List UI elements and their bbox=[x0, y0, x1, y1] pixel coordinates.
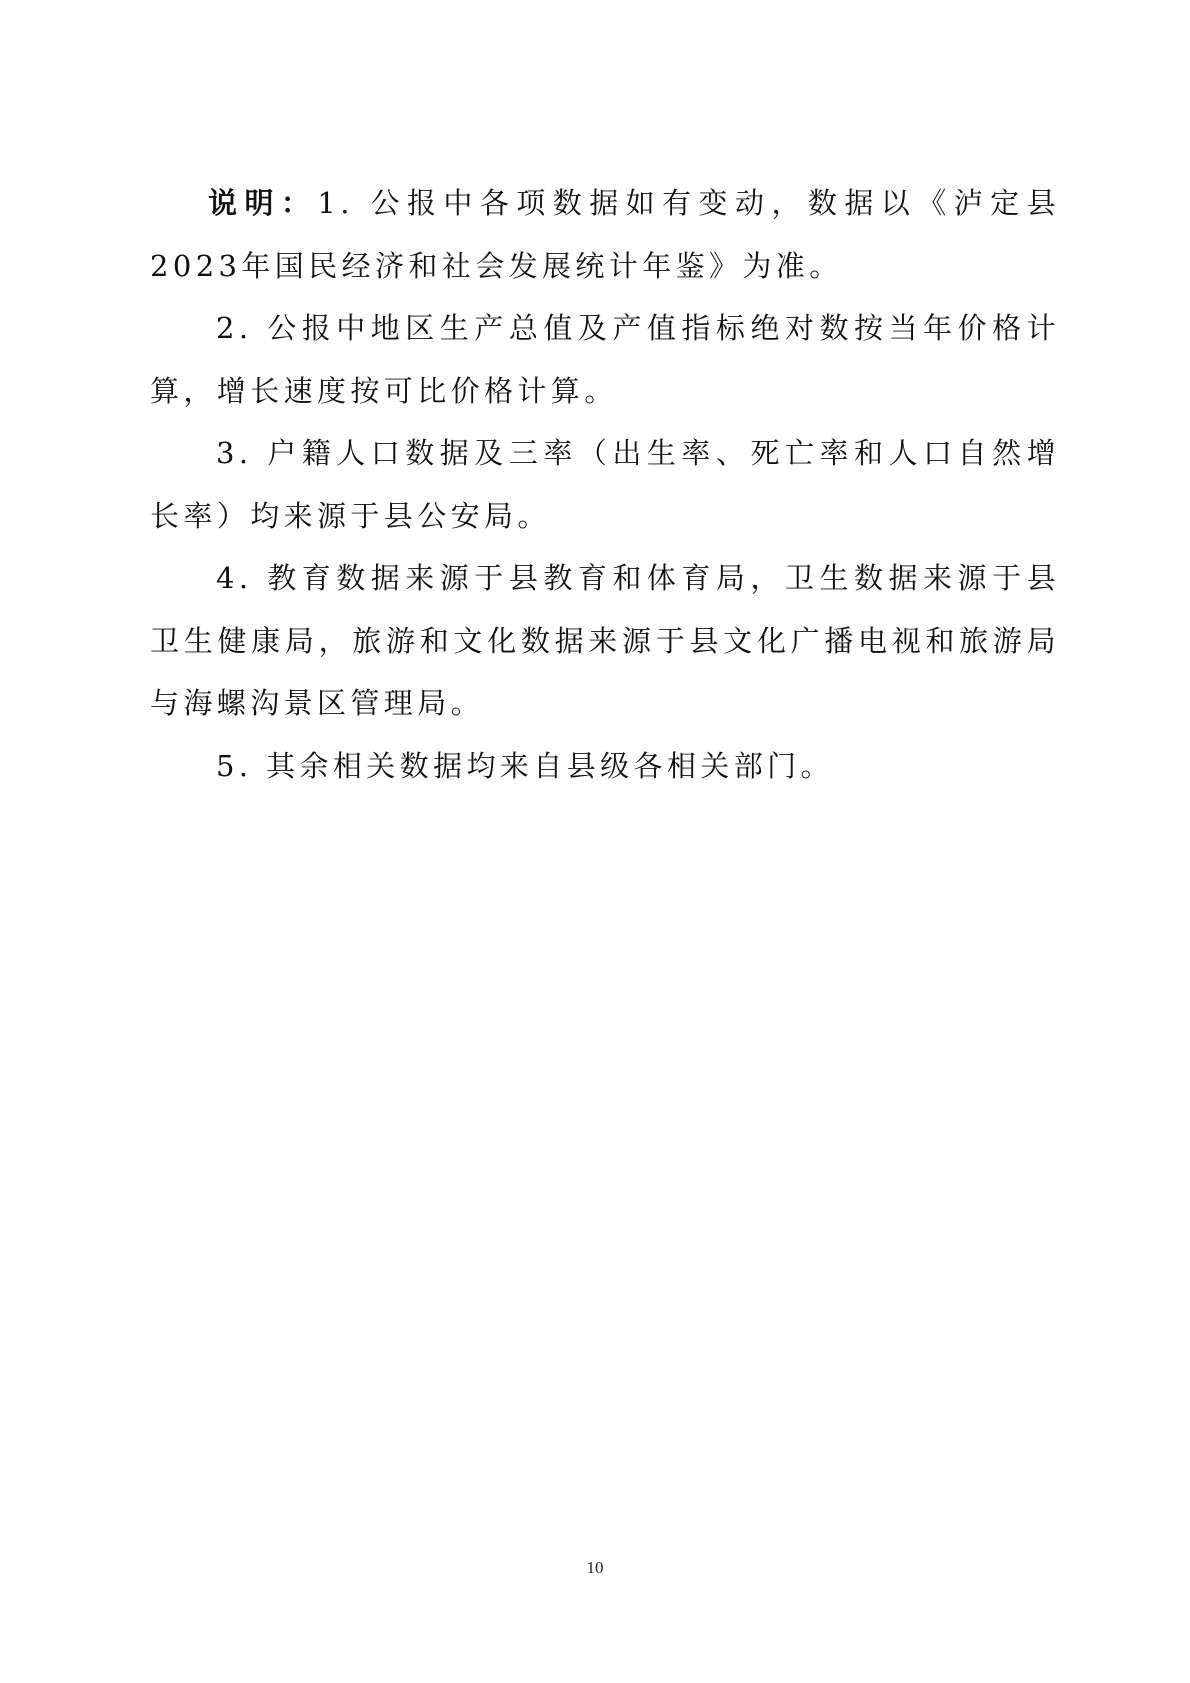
note-item-3: 3. 户籍人口数据及三率（出生率、死亡率和人口自然增长率）均来源于县公安局。 bbox=[150, 436, 1060, 533]
page-number: 10 bbox=[586, 1558, 604, 1577]
note-item-4: 4. 教育数据来源于县教育和体育局，卫生数据来源于县卫生健康局，旅游和文化数据来源于县文化广播电视和旅游局与海螺沟景区管理局。 bbox=[150, 561, 1060, 720]
note-item-2: 2. 公报中地区生产总值及产值指标绝对数按当年价格计算，增长速度按可比价格计算。 bbox=[150, 311, 1060, 408]
note-item-5: 5. 其余相关数据均来自县级各相关部门。 bbox=[216, 748, 834, 783]
notes-lead-label: 说明： bbox=[208, 186, 318, 220]
note-item-1-text: 1. 公报中各项数据如有变动，数据以《泸定县2023年国民经济和社会发展统计年鉴》为准。 bbox=[150, 186, 1060, 283]
notes-section bbox=[150, 172, 1060, 797]
note-item-1 bbox=[150, 172, 1060, 297]
